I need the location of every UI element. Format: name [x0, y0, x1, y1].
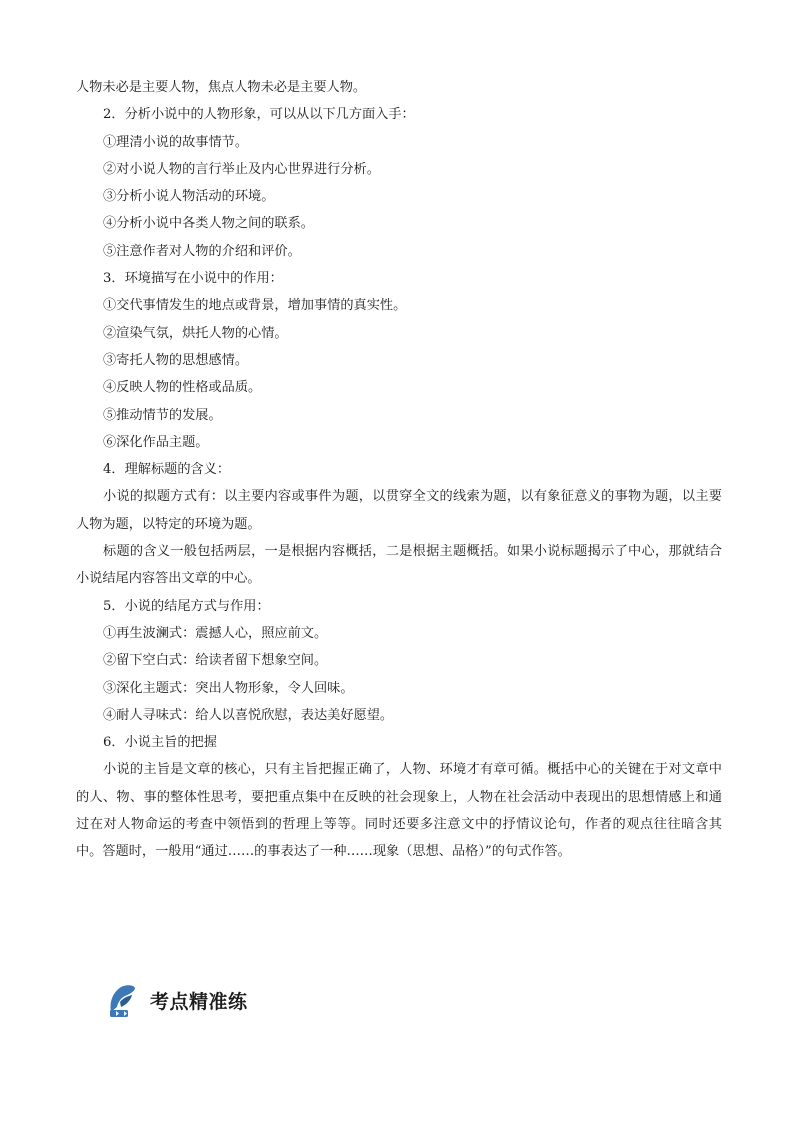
list-item: ③分析小说人物活动的环境。 [103, 189, 275, 205]
list-item: ⑤注意作者对人物的介绍和评价。 [103, 243, 301, 259]
paragraph-theme: 小说的主旨是文章的核心，只有主旨把握正确了，人物、环境才有章可循。概括中心的关键在于对文章中的人、物、事的整体性思考，要把重点集中在反映的社会现象上，人物在社会活动中表现出的思想情感上和通过在对人物命运的考查中领悟到的哲理上等等。同时还要多注意文中的抒情议论句，作者的观点往往暗含其中。答题时，一般用“通过……的事表达了一种……现象（思想、品格）”的句式作答。 [76, 762, 722, 860]
list-item: ①交代事情发生的地点或背景，增加事情的真实性。 [103, 298, 407, 314]
section-heading-3: 3．环境描写在小说中的作用： [103, 271, 283, 287]
document-body [76, 74, 722, 866]
text-line: 人物未必是主要人物，焦点人物未必是主要人物。 [76, 80, 367, 95]
section-heading-4: 4．理解标题的含义： [103, 462, 231, 478]
pen-icon [104, 982, 138, 1018]
list-item: ⑥深化作品主题。 [103, 434, 209, 450]
list-item: ④反映人物的性格或品质。 [103, 380, 262, 396]
section-heading-5: 5．小说的结尾方式与作用： [103, 598, 270, 614]
list-item: ②留下空白式：给读者留下想象空间。 [103, 653, 328, 669]
list-item: ③深化主题式：突出人物形象，令人回味。 [103, 680, 354, 696]
list-item: ⑤推动情节的发展。 [103, 407, 222, 423]
list-item: ②对小说人物的言行举止及内心世界进行分析。 [103, 161, 380, 177]
section-heading-2: 2．分析小说中的人物形象，可以从以下几方面入手： [103, 107, 415, 123]
paragraph-title-meaning: 标题的含义一般包括两层，一是根据内容概括，二是根据主题概括。如果小说标题揭示了中心，那就结合小说结尾内容答出文章的中心。 [76, 544, 722, 587]
list-item: ②渲染气氛，烘托人物的心情。 [103, 325, 288, 341]
list-item: ④耐人寻味式：给人以喜悦欣慰，表达美好愿望。 [103, 707, 394, 723]
paragraph-title-methods: 小说的拟题方式有：以主要内容或事件为题，以贯穿全文的线索为题，以有象征意义的事物为题，以主要人物为题，以特定的环境为题。 [76, 489, 722, 532]
list-item: ③寄托人物的思想感情。 [103, 352, 249, 368]
practice-section-title: 考点精准练 [150, 990, 248, 1013]
list-item: ④分析小说中各类人物之间的联系。 [103, 216, 314, 232]
practice-section-heading [104, 982, 248, 1018]
list-item: ①再生波澜式：震撼人心，照应前文。 [103, 625, 328, 641]
list-item: ①理清小说的故事情节。 [103, 134, 249, 150]
section-heading-6: 6．小说主旨的把握 [103, 735, 217, 751]
